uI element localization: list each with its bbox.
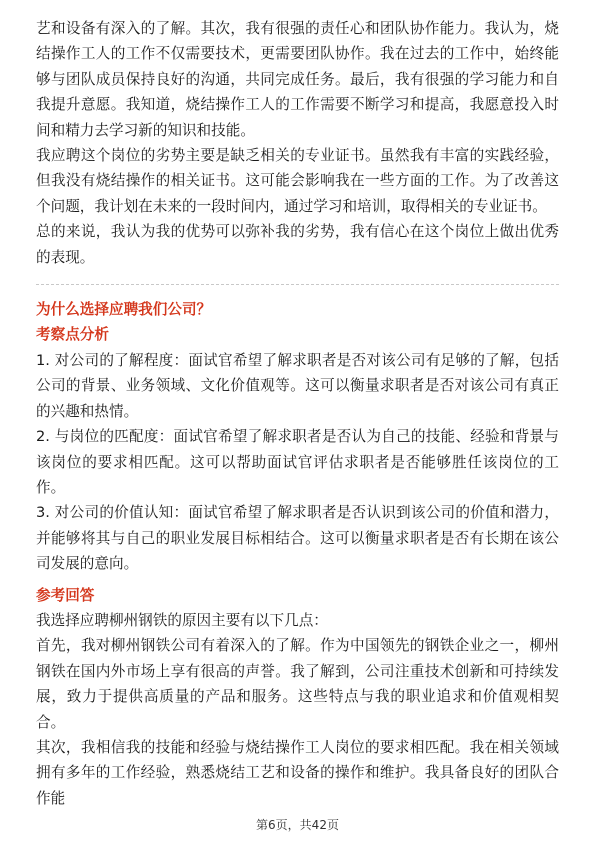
answer-intro: 我选择应聘柳州钢铁的原因主要有以下几点： <box>36 611 328 629</box>
analysis-heading: 考察点分析 <box>36 326 109 344</box>
answer-first-point: 首先，我对柳州钢铁公司有着深入的了解。作为中国领先的钢铁企业之一，柳州钢铁在国内外市场上享有很高的声誉。我了解到，公司注重技术创新和可持续发展，致力于提供高质量的产品和服务。这些特点与我的职业追求和价值观相契合。 <box>36 637 559 731</box>
section-top <box>36 16 559 270</box>
paragraph-summary: 总的来说，我认为我的优势可以弥补我的劣势，我有信心在这个岗位上做出优秀的表现。 <box>36 223 559 266</box>
paragraph-strengths-continued: 艺和设备有深入的了解。其次，我有很强的责任心和团队协作能力。我认为，烧结操作工人的工作不仅需要技术，更需要团队协作。我在过去的工作中，始终能够与团队成员保持良好的沟通，共同完成任务。最后，我有很强的学习能力和自我提升意愿。我知道，烧结操作工人的工作需要不断学习和提高，我愿意投入时间和精力去学习新的知识和技能。 <box>36 20 559 139</box>
answer-second-point: 其次，我相信我的技能和经验与烧结操作工人岗位的要求相匹配。我在相关领域拥有多年的工作经验，熟悉烧结工艺和设备的操作和维护。我具备良好的团队合作能 <box>36 738 559 807</box>
page-number: 第6页，共42页 <box>256 818 339 832</box>
question-section <box>36 297 559 811</box>
section-divider <box>36 284 559 285</box>
analysis-point-2: 2. 与岗位的匹配度：面试官希望了解求职者是否认为自己的技能、经验和背景与该岗位的要求相匹配。这可以帮助面试官评估求职者是否能够胜任该岗位的工作。 <box>36 428 559 496</box>
analysis-point-3: 3. 对公司的价值认知：面试官希望了解求职者是否认识到该公司的价值和潜力，并能够将其与自己的职业发展目标相结合。这可以衡量求职者是否有长期在该公司发展的意向。 <box>36 504 559 573</box>
question-title: 为什么选择应聘我们公司？ <box>36 301 212 319</box>
answer-heading: 参考回答 <box>36 586 95 604</box>
paragraph-weaknesses: 我应聘这个岗位的劣势主要是缺乏相关的专业证书。虽然我有丰富的实践经验，但我没有烧结操作的相关证书。这可能会影响我在一些方面的工作。为了改善这个问题，我计划在未来的一段时间内，通过学习和培训，取得相关的专业证书。 <box>36 147 559 215</box>
page-content <box>36 16 559 811</box>
analysis-point-1: 1. 对公司的了解程度：面试官希望了解求职者是否对该公司有足够的了解，包括公司的背景、业务领域、文化价值观等。这可以衡量求职者是否对该公司有真正的兴趣和热情。 <box>36 351 559 420</box>
